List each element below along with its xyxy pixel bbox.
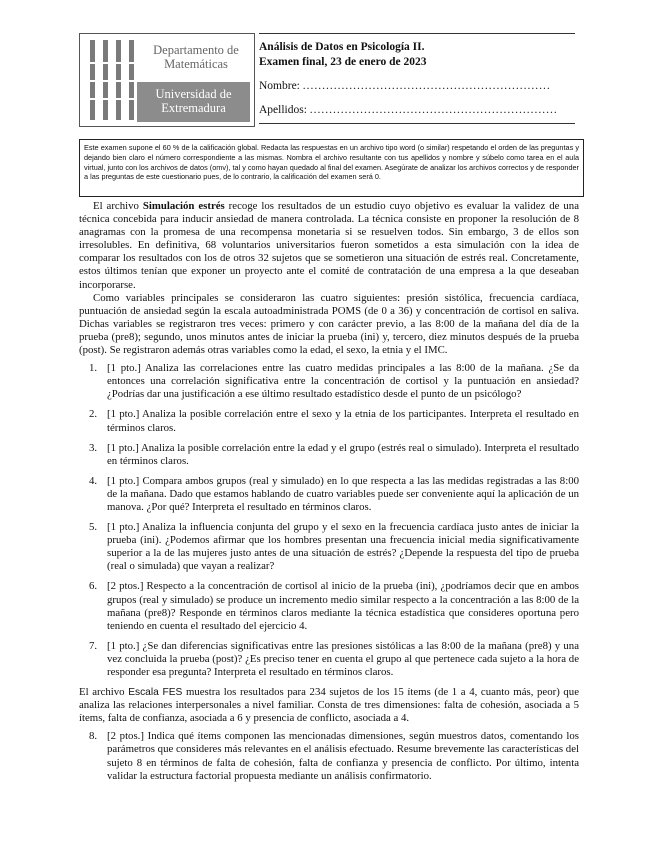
question-text: [1 pto.] Analiza la posible correlación entre el sexo y la etnia de los participantes. Interpreta el resultado en términos claros. bbox=[107, 408, 579, 434]
question-list-fes bbox=[79, 730, 579, 782]
surname-label: Apellidos: bbox=[259, 104, 307, 116]
exam-heading bbox=[259, 40, 427, 70]
question-text: [1 pto.] Analiza la posible correlación entre la edad y el grupo (estrés real o simulado). Interpreta el resultado en términos claros. bbox=[107, 441, 579, 467]
question-text: [2 ptos.] Indica qué ítems componen las mencionadas dimensiones, según muestros datos, comentando los parámetros que consideres más relevantes en el análisis efectuado. Resume brevemente las características del sujeto 8 en términos de falta de cohesión, falta de confianza y presencia de conflicto. Por último, intenta validar la estructura factorial propuesta mediante un análisis confirmatorio. bbox=[107, 730, 579, 782]
question-number: 3. bbox=[89, 441, 98, 454]
header-top-rule bbox=[259, 33, 575, 34]
question-text: [1 pto.] ¿Se dan diferencias significativas entre las presiones sistólicas a las 8:00 de la mañana (pre8) y una vez concluida la prueba (post)? ¿Es preciso tener en cuenta el grupo al que pertenece cada sujeto a la hora de responder esa pregunta? Interpreta el resultado en términos claros. bbox=[107, 639, 579, 678]
question-number: 2. bbox=[89, 408, 98, 421]
question-item bbox=[79, 362, 579, 401]
logo-department-text: Departamento de Matemáticas bbox=[153, 43, 239, 71]
question-item bbox=[79, 730, 579, 782]
question-number: 7. bbox=[89, 639, 98, 652]
question-text: [2 ptos.] Respecto a la concentración de cortisol al inicio de la prueba (ini), ¿podríamos decir que en ambos grupos (real y simulado) se produce un incremento medio similar respecto a la concentración a las 8:00 de la mañana (pre8)? Responde en términos claros mediante la técnica estadística que consideres oportuna pero teniendo en cuenta el resultado del ejercicio 4. bbox=[107, 580, 579, 632]
instructions-box: Este examen supone el 60 % de la calificación global. Redacta las respuestas en un archivo tipo word (o similar) respetando el orden de las preguntas y dejando bien claro el número correspondiente a las mismas. Nombra el archivo resultante con tus apellidos y nombre y súbelo como tarea en el aula virtual, junto con los archivos de datos (omv), tal y como hayan quedado al final del examen. Asegúrate de analizar los archivos correctos y de responder a las preguntas de este cuestionario pues, de lo contrario, la calificación del examen será 0. bbox=[79, 139, 584, 197]
intro-paragraph-2: Como variables principales se consideraron las cuatro siguientes: presión sistólica, frecuencia cardíaca, puntuación de ansiedad según la escala autoadministrada POMS (de 0 a 36) y concentración de cortisol en saliva. Dichas variables se registraron tres veces: primero y con carácter previo, a las 8:00 de la mañana del día de la prueba (pre8); segundo, unos minutos antes de iniciar la prueba (ini) y, tercero, diez minutos después de la prueba (post). Se registraron además otras variables como la edad, el sexo, la etnia y el IMC. bbox=[79, 291, 579, 357]
logo-bars-graphic bbox=[90, 40, 134, 120]
name-field[interactable] bbox=[259, 80, 551, 92]
surname-field[interactable] bbox=[259, 104, 558, 116]
exam-title: Examen final, 23 de enero de 2023 bbox=[259, 56, 427, 68]
question-item bbox=[79, 580, 579, 632]
question-number: 5. bbox=[89, 521, 98, 534]
question-list bbox=[79, 362, 579, 679]
question-text: [1 pto.] Analiza las correlaciones entre las cuatro medidas principales a las 8:00 de la mañana. ¿Se da entonces una correlación significativa entre la concentración de cortisol y la puntuación en ansiedad? ¿Podrías dar una justificación a ese último resultado estadístico desde el punto de un psicólogo? bbox=[107, 362, 579, 401]
intro-paragraph-1: El archivo Simulación estrés recoge los resultados de un estudio cuyo objetivo es evaluar la validez de una técnica concebida para inducir ansiedad de manera controlada. La técnica consiste en proponer la resolución de 8 anagramas con la promesa de una recompensa monetaria si se resuelven todos. Sin embargo, 3 de ellos son irresolubles. En definitiva, 68 voluntarios universitarios fueron sometidos a esta simulación con la idea de comparar los resultados con los de otros 32 sujetos que se sometieron una situación de estrés real. Concretamente, estos últimos tenían que exponer un proyecto ante el comité de contratación de una empresa a la que deseaban incorporarse. bbox=[79, 200, 579, 291]
question-item bbox=[79, 442, 579, 468]
question-number: 8. bbox=[89, 730, 98, 743]
name-label: Nombre: bbox=[259, 80, 300, 92]
exam-body bbox=[79, 200, 579, 790]
university-logo bbox=[79, 33, 255, 127]
question-text: [1 pto.] Compara ambos grupos (real y simulado) en lo que respecta a las las medidas registradas a las 8:00 de la mañana. Dado que estamos hablando de cuatro variables puede ser conveniente aquí la aplicación de un manova. ¿Por qué? Interpreta el resultado en términos claros. bbox=[107, 474, 579, 513]
question-item bbox=[79, 408, 579, 434]
surname-blank: ................................................................ bbox=[309, 104, 558, 116]
question-number: 6. bbox=[89, 580, 98, 593]
file-name-simulacion: Simulación estrés bbox=[142, 200, 225, 212]
question-item bbox=[79, 640, 579, 679]
fes-paragraph: El archivo Escala FES muestra los resultados para 234 sujetos de los 15 ítems (de 1 a 4, cuanto más, peor) que analiza las relaciones interpersonales a nivel familiar. Consta de tres dimensiones: falta de cohesión, asociada a 5 ítems, falta de confianza, asociada a 6 y presencia de conflicto, asociada a 4. bbox=[79, 686, 579, 725]
file-name-fes: Escala FES bbox=[128, 687, 183, 699]
question-text: [1 pto.] Analiza la influencia conjunta del grupo y el sexo en la frecuencia cardíaca justo antes de iniciar la prueba (ini). ¿Podemos afirmar que los hombres presentan una frecuencia inicial media significativamente superior a la de las mujeres justo antes de una situación de estrés? ¿Depende la respuesta del tipo de prueba (real o simulada) que vayan a realizar? bbox=[107, 521, 579, 573]
question-number: 4. bbox=[89, 474, 98, 487]
header-bottom-rule bbox=[259, 123, 575, 124]
course-title: Análisis de Datos en Psicología II. bbox=[259, 41, 425, 53]
question-item bbox=[79, 475, 579, 514]
question-number: 1. bbox=[89, 362, 98, 375]
question-item bbox=[79, 521, 579, 573]
logo-university-text: Universidad de Extremadura bbox=[137, 82, 250, 122]
name-blank: ................................................................ bbox=[302, 80, 551, 92]
